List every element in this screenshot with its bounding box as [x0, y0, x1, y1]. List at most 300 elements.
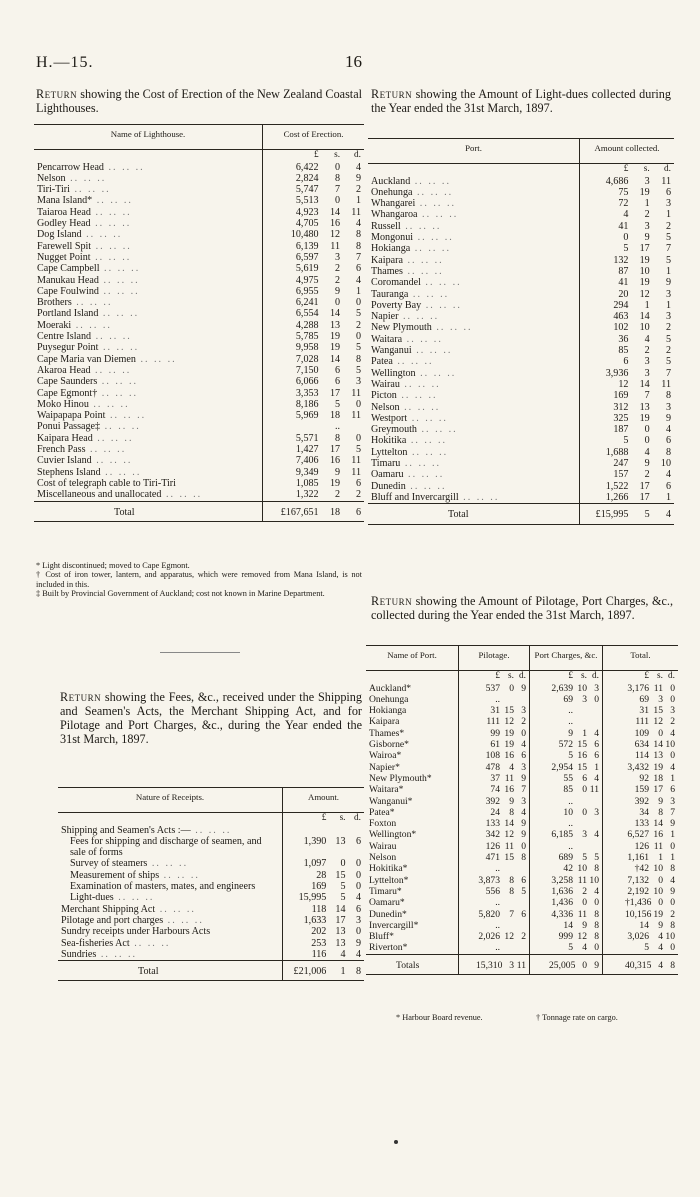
- port-name: New Plymouth*: [369, 772, 432, 784]
- unit-label: d.: [519, 671, 526, 682]
- value-shillings: 3: [658, 693, 663, 705]
- total-row: [368, 504, 674, 524]
- row-label: [368, 402, 580, 413]
- title-lead: Return: [371, 87, 413, 101]
- port-name: Wairoa*: [369, 750, 402, 762]
- unit-label: s.: [508, 671, 514, 682]
- amount-cell: [603, 852, 679, 863]
- value-shillings: 11: [504, 772, 514, 784]
- value-pence: 5: [355, 444, 361, 456]
- leader-dots: .. .. ..: [410, 243, 451, 255]
- leader-dots: .. .. ..: [400, 458, 442, 470]
- value-pence: 7: [665, 367, 671, 379]
- row-name: Russell: [371, 220, 401, 232]
- value-shillings: 5: [340, 881, 346, 893]
- table-row: [368, 266, 674, 277]
- row-label: [368, 379, 580, 390]
- value-shillings: 14: [329, 353, 341, 365]
- row-label: [58, 825, 283, 836]
- value-shillings: 19: [639, 186, 650, 198]
- value-pounds: ..: [568, 795, 573, 807]
- amount-cell: [603, 807, 679, 818]
- amount-cell: [603, 728, 679, 739]
- leader-dots: .. .. ..: [407, 412, 448, 424]
- value-pounds: 5,785: [263, 331, 322, 342]
- value-shillings: 0: [658, 727, 663, 739]
- table-row: [368, 435, 674, 446]
- row-label: [34, 489, 263, 501]
- amount-cell: [530, 728, 603, 739]
- amount-cell: [530, 762, 603, 773]
- row-name: Wairau: [371, 378, 400, 390]
- leader-dots: .. .. ..: [399, 378, 441, 390]
- row-name: Bluff and Invercargill: [371, 491, 459, 503]
- table-row: [58, 881, 364, 892]
- value-pounds: 87: [580, 266, 632, 277]
- row-name: Godley Head: [37, 218, 91, 230]
- leader-dots: .. .. ..: [403, 469, 445, 481]
- table-row: [58, 892, 364, 903]
- amount-cell: [530, 796, 603, 807]
- table-row: [368, 492, 674, 504]
- value-shillings: 1: [658, 852, 663, 864]
- value-pounds: 8,186: [263, 399, 322, 410]
- row-name: Akaroa Head: [37, 364, 91, 376]
- value-pence: 6: [521, 874, 526, 886]
- value-pence: 4: [594, 829, 599, 841]
- value-pence: 5: [594, 852, 599, 864]
- value-pounds: 169: [283, 881, 330, 892]
- row-name: Sea-fisheries Act: [61, 937, 130, 949]
- amount-cell: [459, 705, 530, 716]
- table-row: [366, 705, 678, 716]
- value-pounds: 1,161: [627, 852, 649, 864]
- leader-dots: .. .. ..: [81, 229, 123, 241]
- value-pence: 9: [521, 772, 526, 784]
- table-row: [366, 841, 678, 852]
- leader-dots: .. .. ..: [71, 319, 112, 331]
- value-pence: 4: [594, 727, 599, 739]
- value-shillings: 3: [582, 693, 587, 705]
- value-pounds: 74: [490, 784, 500, 796]
- value-shillings: [329, 825, 348, 836]
- table-row: [34, 354, 364, 365]
- table-row: [34, 489, 364, 501]
- value-pence: 9: [355, 172, 361, 184]
- value-shillings: 19: [329, 342, 341, 354]
- value-shillings: 19: [639, 254, 650, 266]
- value-shillings: 3: [644, 356, 650, 368]
- value-pence: 1: [670, 772, 675, 784]
- value-pence: 3: [355, 376, 361, 388]
- pilotage-rows: [366, 671, 678, 975]
- value-pounds: 294: [580, 300, 632, 311]
- value-shillings: 14: [504, 818, 514, 830]
- amount-cell: [530, 784, 603, 795]
- value-pence: 8: [665, 446, 671, 458]
- row-label: [368, 221, 580, 232]
- value-pence: 6: [665, 186, 671, 198]
- table-row: [34, 263, 364, 274]
- row-label: [34, 320, 263, 331]
- value-pence: 2: [521, 716, 526, 728]
- value-shillings: 16: [577, 750, 587, 762]
- unit-pounds: £: [263, 150, 322, 162]
- total-pence: 8: [355, 966, 361, 978]
- table-row: [34, 162, 364, 173]
- value-pounds: 2,026: [478, 931, 500, 943]
- row-name: Waipapapa Point: [37, 410, 106, 422]
- value-pounds: 572: [558, 739, 573, 751]
- leader-dots: .. .. ..: [405, 480, 447, 492]
- row-name: Farewell Spit: [37, 240, 92, 252]
- leader-dots: .. .. ..: [92, 195, 133, 207]
- amount-cell: [459, 863, 530, 874]
- row-label: [368, 413, 580, 424]
- port-name: Hokianga: [369, 705, 407, 717]
- value-shillings: 17: [335, 914, 346, 926]
- row-name: Kaipara: [371, 254, 403, 266]
- leader-dots: .. .. ..: [417, 209, 459, 221]
- table-row: [34, 297, 364, 308]
- amount-cell: [459, 818, 530, 829]
- leader-dots: .. .. ..: [103, 161, 145, 173]
- value-pence: 8: [594, 919, 599, 931]
- amount-cell: [459, 796, 530, 807]
- value-pence: 0: [355, 869, 361, 881]
- value-shillings: 12: [329, 229, 341, 241]
- value-shillings: 5: [582, 852, 587, 864]
- row-label: [58, 949, 283, 961]
- table-row: [368, 311, 674, 322]
- value-pence: 9: [670, 818, 675, 830]
- value-pounds: 4,288: [263, 320, 322, 331]
- row-name: Mongonui: [371, 232, 414, 244]
- value-pence: 1: [355, 285, 361, 297]
- value-pence: 4: [665, 469, 671, 481]
- table-row: [368, 198, 674, 209]
- port-name: Kaipara: [369, 716, 400, 728]
- row-name: Shipping and Seamen's Acts :—: [61, 824, 191, 836]
- value-shillings: 6: [334, 376, 341, 388]
- row-label: [34, 342, 263, 353]
- value-shillings: 13: [639, 401, 650, 413]
- row-label: [58, 938, 283, 949]
- value-pence: 8: [594, 908, 599, 920]
- value-pence: 4: [594, 772, 599, 784]
- row-label: [368, 368, 580, 379]
- fees-rows: [58, 813, 364, 981]
- value-pence: 2: [670, 716, 675, 728]
- leader-dots: .. .. ..: [129, 937, 171, 949]
- value-pence: 4: [355, 948, 361, 960]
- value-shillings: 8: [334, 172, 341, 184]
- value-pounds: [283, 825, 330, 836]
- leader-dots: .. .. ..: [69, 184, 111, 196]
- port-name: Invercargill*: [369, 919, 419, 931]
- footnote: * Light discontinued; moved to Cape Egmont.: [36, 561, 190, 570]
- table-row: [34, 467, 364, 478]
- unit-pence: d.: [354, 813, 361, 824]
- value-pence: 9: [355, 937, 361, 949]
- value-shillings: 4: [658, 942, 663, 954]
- value-pence: 6: [355, 903, 361, 915]
- value-pounds: 999: [558, 931, 573, 943]
- value-pounds: 1,266: [580, 492, 632, 504]
- row-name: Cape Foulwind: [37, 285, 99, 297]
- unit-shillings: s.: [339, 813, 346, 824]
- total-pounds: £167,651: [263, 501, 322, 521]
- row-label: [34, 455, 263, 466]
- value-pence: 5: [665, 254, 671, 266]
- light-dues-rows: [368, 164, 674, 524]
- value-pence: 9: [521, 829, 526, 841]
- value-shillings: 10: [577, 863, 587, 875]
- value-pounds: 2,639: [551, 682, 573, 694]
- value-pounds: 4,686: [580, 176, 632, 187]
- value-pounds: 1,390: [283, 836, 330, 859]
- table-row: [34, 455, 364, 466]
- amount-cell: [459, 784, 530, 795]
- value-shillings: 0: [334, 161, 341, 173]
- value-pounds: 72: [580, 198, 632, 209]
- port-name: Wanganui*: [369, 795, 413, 807]
- value-shillings: 0: [582, 897, 587, 909]
- table-row: [34, 478, 364, 489]
- unit-pounds: £: [283, 813, 330, 825]
- amount-cell: [530, 863, 603, 874]
- row-label: [368, 198, 580, 209]
- title-lead: Return: [60, 690, 102, 704]
- row-name: Cape Saunders: [37, 376, 98, 388]
- row-label: [34, 365, 263, 376]
- leader-dots: .. .. ..: [91, 331, 132, 343]
- value-shillings: 2: [334, 263, 341, 275]
- value-shillings: 5: [334, 398, 341, 410]
- unit-label: d.: [592, 671, 599, 682]
- value-pounds: 5,969: [263, 410, 322, 421]
- table-row: [368, 300, 674, 311]
- table-row: [368, 368, 674, 379]
- leader-dots: .. .. ..: [410, 175, 451, 187]
- table-row: [34, 444, 364, 455]
- value-shillings: 6: [334, 364, 341, 376]
- col-amount-header: Amount.: [283, 788, 365, 813]
- value-shillings: 2: [644, 469, 650, 481]
- unit-label: d.: [668, 671, 675, 682]
- value-pounds: ..: [495, 693, 500, 705]
- lighthouses-table: [34, 124, 364, 522]
- value-shillings: 13: [329, 319, 341, 331]
- value-shillings: 9: [658, 919, 663, 931]
- total-value: 15,310: [476, 959, 503, 971]
- leader-dots: .. .. ..: [98, 274, 140, 286]
- table-row: [58, 938, 364, 949]
- value-shillings: 19: [504, 739, 514, 751]
- leader-dots: .. .. ..: [413, 232, 454, 244]
- leader-dots: .. .. ..: [398, 311, 440, 323]
- value-shillings: 13: [653, 750, 663, 762]
- value-shillings: 11: [577, 874, 587, 886]
- leader-dots: .. .. ..: [402, 265, 444, 277]
- row-label: [58, 858, 283, 869]
- value-shillings: 11: [653, 840, 663, 852]
- value-pence: 8: [665, 390, 671, 402]
- value-pence: 4: [355, 274, 361, 286]
- value-pounds: 556: [485, 885, 500, 897]
- value-pence: 2: [665, 322, 671, 334]
- value-pounds: 6,066: [263, 376, 322, 387]
- total-value: 25,005: [549, 959, 576, 971]
- value-shillings: 8: [658, 806, 663, 818]
- port-name: Bluff*: [369, 931, 394, 943]
- value-shillings: 7: [644, 390, 650, 402]
- value-shillings: 1: [644, 198, 650, 210]
- leader-dots: .. .. ..: [155, 903, 196, 915]
- total-label: Total: [448, 509, 469, 521]
- row-label: [34, 297, 263, 308]
- row-name: Cuvier Island: [37, 455, 92, 467]
- value-pounds: 10,156: [625, 908, 652, 920]
- row-name: Nugget Point: [37, 251, 91, 263]
- value-pounds: 9: [568, 727, 573, 739]
- amount-cell: [603, 920, 679, 931]
- table-row: [34, 218, 364, 229]
- value-shillings: 0: [658, 874, 663, 886]
- value-pence: 7: [521, 784, 526, 796]
- amount-cell: [459, 942, 530, 954]
- table-row: [34, 331, 364, 342]
- table-row: [368, 334, 674, 345]
- value-pence: 9: [670, 885, 675, 897]
- value-pence: 2: [670, 908, 675, 920]
- leader-dots: .. .. ..: [90, 364, 132, 376]
- value-pence: 5: [521, 885, 526, 897]
- value-shillings: 0: [334, 297, 341, 309]
- total-shillings: 18: [329, 506, 341, 518]
- amount-cell: [459, 728, 530, 739]
- unit-shillings: s.: [334, 150, 341, 161]
- total-pounds: £15,995: [580, 504, 632, 524]
- unit-cell: [459, 671, 530, 683]
- row-name: Miscellaneous and unallocated: [37, 489, 162, 501]
- amount-cell: [459, 909, 530, 920]
- value-shillings: 11: [653, 682, 663, 694]
- value-pence: 6: [665, 435, 671, 447]
- total-cell: [530, 954, 603, 974]
- value-pounds: 36: [580, 334, 632, 345]
- light-dues-table: [368, 138, 674, 525]
- leader-dots: .. .. ..: [90, 218, 132, 230]
- value-pounds: 6,955: [263, 286, 322, 297]
- value-shillings: 14: [639, 378, 650, 390]
- value-pounds: 5,571: [263, 433, 322, 444]
- value-pounds: 478: [485, 761, 500, 773]
- value-pounds: 5: [568, 750, 573, 762]
- row-name: Cost of telegraph cable to Tiri-Tiri: [37, 477, 176, 489]
- row-label: [58, 926, 283, 937]
- row-name: Ponui Passage‡: [37, 421, 101, 433]
- value-pence: 3: [521, 795, 526, 807]
- value-shillings: 0: [582, 784, 587, 796]
- row-label: [58, 915, 283, 926]
- value-pence: 3: [665, 288, 671, 300]
- table-row: [366, 863, 678, 874]
- fees-title: [60, 690, 362, 746]
- unit-cell: [603, 671, 679, 683]
- value-pounds: 1,427: [263, 444, 322, 455]
- amount-cell: [603, 773, 679, 784]
- value-shillings: 8: [334, 432, 341, 444]
- row-label: [368, 469, 580, 480]
- value-shillings: 13: [335, 835, 346, 847]
- value-pounds: 5,619: [263, 263, 322, 274]
- leader-dots: .. .. ..: [98, 342, 140, 354]
- amount-cell: [530, 750, 603, 761]
- value-shillings: 9: [644, 458, 650, 470]
- row-name: Manukau Head: [37, 274, 99, 286]
- amount-cell: [603, 829, 679, 840]
- table-row: [368, 232, 674, 243]
- title-text: showing the Amount of Pilotage, Port Charges, &c., collected during the Year ended the 31st March, 1897.: [371, 594, 673, 622]
- title-text: showing the Fees, &c., received under the Shipping and Seamen's Acts, the Merchant Shipping Act, and for Pilotage and Port Charges, &c., during the Year ended the 31st March, 1897.: [60, 690, 362, 746]
- value-pounds: 37: [490, 772, 500, 784]
- value-pence: 8: [355, 240, 361, 252]
- value-shillings: 17: [329, 387, 341, 399]
- row-label: [34, 162, 263, 173]
- leader-dots: .. .. ..: [113, 892, 155, 904]
- value-pounds: 5: [568, 942, 573, 954]
- row-label: [34, 173, 263, 184]
- value-pounds: 471: [485, 852, 500, 864]
- amount-cell: [530, 773, 603, 784]
- row-label: [34, 433, 263, 444]
- value-pence: 0: [355, 881, 361, 893]
- value-pence: 0: [670, 840, 675, 852]
- row-label: [34, 184, 263, 195]
- value-shillings: 8: [509, 806, 514, 818]
- value-pence: 6: [521, 750, 526, 762]
- unit-pence: d.: [664, 164, 671, 175]
- table-row: [366, 931, 678, 942]
- value-shillings: 4: [644, 446, 650, 458]
- value-pence: 6: [355, 835, 361, 847]
- value-pence: 0: [594, 693, 599, 705]
- leader-dots: .. .. ..: [90, 206, 132, 218]
- amount-cell: [603, 716, 679, 727]
- leader-dots: .. .. ..: [402, 333, 443, 345]
- value-shillings: 15: [653, 705, 663, 717]
- value-pounds: 6,597: [263, 252, 322, 263]
- leader-dots: .. .. ..: [91, 240, 132, 252]
- value-pence: 10: [660, 458, 671, 470]
- value-shillings: 9: [509, 795, 514, 807]
- table-row: [34, 207, 364, 218]
- leader-dots: .. .. ..: [415, 367, 457, 379]
- leader-dots: .. .. ..: [411, 345, 453, 357]
- leader-dots: .. .. ..: [159, 869, 200, 881]
- value-pounds: 9,349: [263, 467, 322, 478]
- leader-dots: .. .. ..: [399, 401, 441, 413]
- amount-cell: [459, 920, 530, 931]
- leader-dots: .. .. ..: [98, 308, 140, 320]
- value-pounds: 7,028: [263, 354, 322, 365]
- port-name: Gisborne*: [369, 739, 409, 751]
- value-pounds: 634: [634, 739, 649, 751]
- amount-cell: [603, 897, 679, 908]
- value-shillings: 13: [335, 937, 346, 949]
- amount-cell: [603, 886, 679, 897]
